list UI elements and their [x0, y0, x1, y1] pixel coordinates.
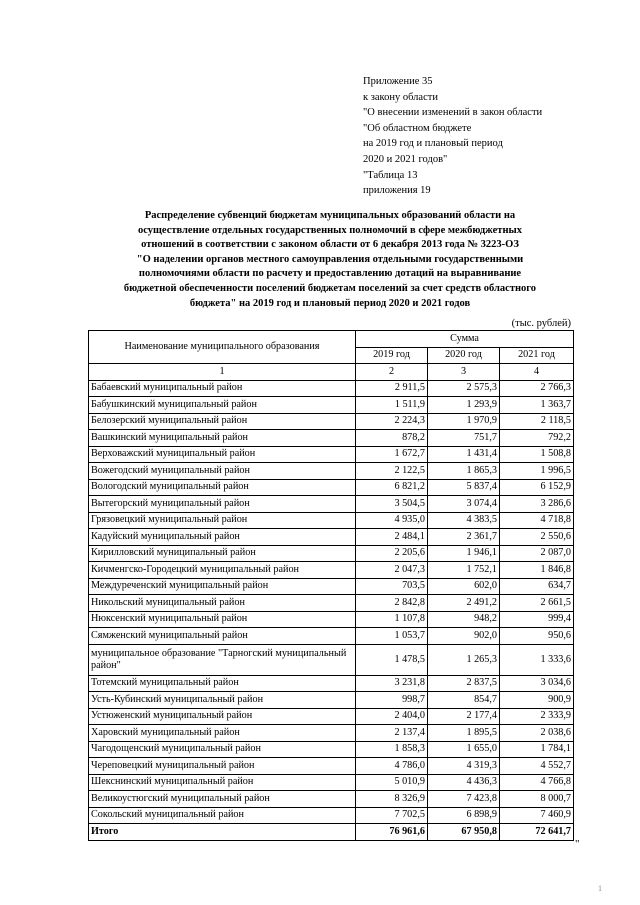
value-2021-cell: 6 152,9 — [500, 479, 574, 496]
municipality-name-cell: Усть-Кубинский муниципальный район — [89, 692, 356, 709]
appendix-line: "Таблица 13 — [363, 169, 418, 181]
table-row — [89, 692, 574, 709]
value-2020-cell: 1 752,1 — [428, 562, 500, 579]
value-2020-cell: 948,2 — [428, 611, 500, 628]
table-row — [89, 380, 574, 397]
value-2019-cell: 1 053,7 — [356, 628, 428, 645]
value-2021-cell: 2 661,5 — [500, 595, 574, 612]
value-2019-cell: 2 205,6 — [356, 545, 428, 562]
column-number-1: 1 — [89, 364, 356, 381]
table-body — [89, 380, 574, 840]
header-year-2020: 2020 год — [428, 347, 500, 364]
appendix-line: Приложение 35 — [363, 76, 433, 87]
value-2020-cell: 1 431,4 — [428, 446, 500, 463]
municipality-name-cell: Итого — [89, 824, 356, 841]
value-2021-cell: 1 846,8 — [500, 562, 574, 579]
municipality-name-cell: Бабушкинский муниципальный район — [89, 397, 356, 414]
value-2020-cell: 4 383,5 — [428, 512, 500, 529]
value-2020-cell: 602,0 — [428, 578, 500, 595]
subsidy-table — [88, 330, 574, 841]
value-2020-cell: 4 319,3 — [428, 758, 500, 775]
value-2019-cell: 2 122,5 — [356, 463, 428, 480]
value-2019-cell: 3 231,8 — [356, 675, 428, 692]
value-2020-cell: 6 898,9 — [428, 807, 500, 824]
title-line: осуществление отдельных государственных полномочий в сфере межбюджетных — [138, 224, 522, 236]
value-2021-cell: 634,7 — [500, 578, 574, 595]
municipality-name-cell: Шекснинский муниципальный район — [89, 774, 356, 791]
value-2021-cell: 1 508,8 — [500, 446, 574, 463]
table-row — [89, 725, 574, 742]
value-2020-cell: 3 074,4 — [428, 496, 500, 513]
municipality-name-cell: Грязовецкий муниципальный район — [89, 512, 356, 529]
units-label: (тыс. рублей) — [511, 318, 571, 329]
value-2021-cell: 4 718,8 — [500, 512, 574, 529]
page-mark: 1 — [598, 884, 602, 893]
header-sum-cell: Сумма — [356, 331, 574, 348]
value-2019-cell: 2 404,0 — [356, 708, 428, 725]
value-2020-cell: 1 895,5 — [428, 725, 500, 742]
appendix-line: 2020 и 2021 годов" — [363, 153, 448, 165]
value-2021-cell: 7 460,9 — [500, 807, 574, 824]
municipality-name-cell: Великоустюгский муниципальный район — [89, 791, 356, 808]
value-2020-cell: 751,7 — [428, 430, 500, 447]
header-year-2019: 2019 год — [356, 347, 428, 364]
municipality-name-cell: Череповецкий муниципальный район — [89, 758, 356, 775]
municipality-name-cell: Вытегорский муниципальный район — [89, 496, 356, 513]
value-2021-cell: 792,2 — [500, 430, 574, 447]
value-2021-cell: 999,4 — [500, 611, 574, 628]
appendix-header — [363, 74, 542, 199]
municipality-name-cell: Вашкинский муниципальный район — [89, 430, 356, 447]
value-2021-cell: 72 641,7 — [500, 824, 574, 841]
value-2019-cell: 2 842,8 — [356, 595, 428, 612]
value-2020-cell: 2 837,5 — [428, 675, 500, 692]
appendix-line: к закону области — [363, 91, 438, 103]
table-row — [89, 774, 574, 791]
value-2020-cell: 7 423,8 — [428, 791, 500, 808]
column-number-3: 3 — [428, 364, 500, 381]
value-2019-cell: 2 911,5 — [356, 380, 428, 397]
title-line: бюджетной обеспеченности поселений бюджетам поселений за счет средств областного — [123, 282, 537, 294]
value-2020-cell: 1 265,3 — [428, 644, 500, 675]
total-row — [89, 824, 574, 841]
title-line: отношений в соответствии с законом области от 6 декабря 2013 года № 3223-ОЗ — [141, 239, 519, 251]
value-2019-cell: 3 504,5 — [356, 496, 428, 513]
value-2019-cell: 1 672,7 — [356, 446, 428, 463]
municipality-name-cell: Кичменгско-Городецкий муниципальный район — [89, 562, 356, 579]
municipality-name-cell: Белозерский муниципальный район — [89, 413, 356, 430]
appendix-line: приложения 19 — [363, 185, 431, 197]
value-2021-cell: 2 333,9 — [500, 708, 574, 725]
value-2019-cell: 1 107,8 — [356, 611, 428, 628]
document-title — [92, 209, 568, 311]
municipality-name-cell: муниципальное образование "Тарногский муниципальный район" — [89, 644, 356, 675]
table-row — [89, 595, 574, 612]
value-2021-cell: 8 000,7 — [500, 791, 574, 808]
column-number-4: 4 — [500, 364, 574, 381]
table-row — [89, 463, 574, 480]
table-row — [89, 529, 574, 546]
municipality-name-cell: Кадуйский муниципальный район — [89, 529, 356, 546]
value-2019-cell: 2 047,3 — [356, 562, 428, 579]
value-2020-cell: 1 293,9 — [428, 397, 500, 414]
value-2020-cell: 1 970,9 — [428, 413, 500, 430]
table-row — [89, 496, 574, 513]
value-2021-cell: 2 087,0 — [500, 545, 574, 562]
municipality-name-cell: Нюксенский муниципальный район — [89, 611, 356, 628]
title-line: "О наделении органов местного самоуправления отдельными государственными — [136, 253, 524, 265]
value-2020-cell: 902,0 — [428, 628, 500, 645]
value-2021-cell: 1 333,6 — [500, 644, 574, 675]
header-name-cell: Наименование муниципального образования — [89, 331, 356, 364]
value-2020-cell: 4 436,3 — [428, 774, 500, 791]
value-2019-cell: 5 010,9 — [356, 774, 428, 791]
title-line: Распределение субвенций бюджетам муниципальных образований области на — [144, 210, 516, 221]
value-2020-cell: 5 837,4 — [428, 479, 500, 496]
value-2019-cell: 2 224,3 — [356, 413, 428, 430]
value-2021-cell: 950,6 — [500, 628, 574, 645]
value-2019-cell: 703,5 — [356, 578, 428, 595]
appendix-line: "О внесении изменений в закон области — [363, 107, 543, 119]
table-row — [89, 758, 574, 775]
closing-quote: " — [575, 838, 580, 850]
value-2019-cell: 6 821,2 — [356, 479, 428, 496]
municipality-name-cell: Верховажский муниципальный район — [89, 446, 356, 463]
value-2021-cell: 4 552,7 — [500, 758, 574, 775]
value-2020-cell: 1 865,3 — [428, 463, 500, 480]
value-2019-cell: 1 511,9 — [356, 397, 428, 414]
value-2019-cell: 2 484,1 — [356, 529, 428, 546]
value-2019-cell: 1 478,5 — [356, 644, 428, 675]
table-row — [89, 512, 574, 529]
table-row — [89, 578, 574, 595]
value-2020-cell: 2 575,3 — [428, 380, 500, 397]
value-2019-cell: 4 935,0 — [356, 512, 428, 529]
municipality-name-cell: Чагодощенский муниципальный район — [89, 741, 356, 758]
value-2021-cell: 1 363,7 — [500, 397, 574, 414]
table-row — [89, 741, 574, 758]
value-2020-cell: 854,7 — [428, 692, 500, 709]
value-2021-cell: 3 286,6 — [500, 496, 574, 513]
value-2021-cell: 3 034,6 — [500, 675, 574, 692]
value-2020-cell: 2 491,2 — [428, 595, 500, 612]
column-number-2: 2 — [356, 364, 428, 381]
municipality-name-cell: Междуреченский муниципальный район — [89, 578, 356, 595]
table-row — [89, 675, 574, 692]
appendix-line: на 2019 год и плановый период — [363, 138, 503, 150]
table-row — [89, 644, 574, 675]
table-row — [89, 397, 574, 414]
municipality-name-cell: Вожегодский муниципальный район — [89, 463, 356, 480]
value-2020-cell: 67 950,8 — [428, 824, 500, 841]
appendix-line: "Об областном бюджете — [363, 122, 472, 134]
table-row — [89, 807, 574, 824]
municipality-name-cell: Вологодский муниципальный район — [89, 479, 356, 496]
value-2020-cell: 2 361,7 — [428, 529, 500, 546]
value-2020-cell: 1 655,0 — [428, 741, 500, 758]
header-year-2021: 2021 год — [500, 347, 574, 364]
table-row — [89, 791, 574, 808]
table-row — [89, 611, 574, 628]
municipality-name-cell: Сокольский муниципальный район — [89, 807, 356, 824]
title-line: бюджета" на 2019 год и плановый период 2020 и 2021 годов — [189, 297, 471, 309]
value-2021-cell: 2 038,6 — [500, 725, 574, 742]
value-2020-cell: 1 946,1 — [428, 545, 500, 562]
value-2021-cell: 1 784,1 — [500, 741, 574, 758]
municipality-name-cell: Никольский муниципальный район — [89, 595, 356, 612]
municipality-name-cell: Кирилловский муниципальный район — [89, 545, 356, 562]
value-2019-cell: 76 961,6 — [356, 824, 428, 841]
value-2019-cell: 2 137,4 — [356, 725, 428, 742]
value-2019-cell: 878,2 — [356, 430, 428, 447]
table-row — [89, 545, 574, 562]
table-row — [89, 479, 574, 496]
value-2021-cell: 2 550,6 — [500, 529, 574, 546]
value-2021-cell: 4 766,8 — [500, 774, 574, 791]
value-2019-cell: 7 702,5 — [356, 807, 428, 824]
table-row — [89, 562, 574, 579]
value-2021-cell: 900,9 — [500, 692, 574, 709]
title-line: полномочиями области по расчету и предоставлению дотаций на выравнивание — [138, 268, 522, 280]
municipality-name-cell: Харовский муниципальный район — [89, 725, 356, 742]
table-row — [89, 628, 574, 645]
municipality-name-cell: Сямженский муниципальный район — [89, 628, 356, 645]
value-2021-cell: 1 996,5 — [500, 463, 574, 480]
table-row — [89, 413, 574, 430]
value-2019-cell: 1 858,3 — [356, 741, 428, 758]
value-2020-cell: 2 177,4 — [428, 708, 500, 725]
municipality-name-cell: Тотемский муниципальный район — [89, 675, 356, 692]
municipality-name-cell: Бабаевский муниципальный район — [89, 380, 356, 397]
table-row — [89, 430, 574, 447]
value-2019-cell: 8 326,9 — [356, 791, 428, 808]
value-2019-cell: 998,7 — [356, 692, 428, 709]
municipality-name-cell: Устюженский муниципальный район — [89, 708, 356, 725]
value-2019-cell: 4 786,0 — [356, 758, 428, 775]
table-row — [89, 708, 574, 725]
value-2021-cell: 2 118,5 — [500, 413, 574, 430]
value-2021-cell: 2 766,3 — [500, 380, 574, 397]
table-row — [89, 446, 574, 463]
